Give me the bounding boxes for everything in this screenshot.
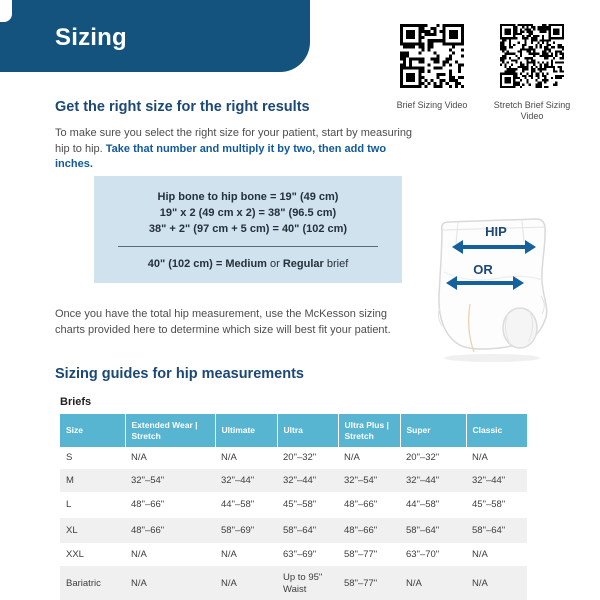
- header-corner-notch: [0, 0, 12, 22]
- table-caption: Briefs: [60, 396, 92, 408]
- hip-label: HIP: [485, 224, 507, 239]
- table-cell: 44"–58": [221, 499, 255, 510]
- column-header: Size: [60, 414, 125, 447]
- table-cell: N/A: [125, 566, 215, 600]
- table-cell: S: [66, 452, 73, 463]
- table-cell: M: [60, 469, 125, 492]
- table-cell: 63"–70": [406, 548, 440, 560]
- column-header: Extended Wear | Stretch: [125, 414, 215, 447]
- table-header: [60, 414, 527, 447]
- table-cell: 58"–77": [338, 566, 400, 600]
- table-cell: 58"–64": [277, 518, 338, 543]
- table-cell: N/A: [466, 566, 527, 600]
- table-cell: Bariatric: [60, 566, 125, 600]
- column-header: Ultra Plus | Stretch: [338, 414, 400, 447]
- intro-text: To make sure you select the right size for your patient, start by measuring hip to hip.: [55, 127, 413, 155]
- intro-paragraph: [55, 126, 427, 173]
- table-cell: 45"–58": [472, 499, 506, 510]
- table-cell: 58"–64": [466, 518, 527, 543]
- table-cell: N/A: [472, 548, 488, 560]
- table-cell: 63"–69": [283, 548, 317, 560]
- column-header: Classic: [466, 414, 527, 447]
- table-cell: 32"–44": [277, 469, 338, 492]
- table-cell: 45"–58": [283, 499, 317, 510]
- table-row: [60, 543, 527, 566]
- column-header: Super: [400, 414, 466, 447]
- table-row: [60, 566, 527, 600]
- qr-label: Brief Sizing Video: [396, 100, 468, 110]
- table-cell: 58"–64": [400, 518, 466, 543]
- calc-result: 40" (102 cm) = Medium or Regular brief: [147, 258, 349, 270]
- divider: [118, 246, 378, 247]
- qr-block-stretch-brief: [492, 24, 572, 122]
- qr-block-brief: [392, 24, 472, 111]
- sizing-table-container: [60, 414, 527, 600]
- briefs-sizing-table: [60, 414, 527, 600]
- table-cell: 32"–44": [466, 469, 527, 492]
- header-band: [0, 0, 310, 72]
- table-cell: 32"–54": [338, 469, 400, 492]
- or-measurement-arrow-icon: [456, 281, 514, 285]
- table-cell: 44"–58": [406, 499, 440, 510]
- table-cell: 58"–69": [215, 518, 277, 543]
- calc-line: 38" + 2" (97 cm + 5 cm) = 40" (102 cm): [148, 223, 348, 235]
- table-cell: 20"–32": [406, 452, 440, 463]
- table-cell: N/A: [221, 548, 237, 560]
- or-label: OR: [473, 262, 493, 277]
- table-cell: N/A: [131, 548, 147, 560]
- table-cell: 20"–32": [283, 452, 317, 463]
- qr-code-icon: [400, 24, 464, 88]
- qr-label: Stretch Brief Sizing Video: [493, 100, 571, 121]
- table-cell: 32"–44": [400, 469, 466, 492]
- table-row: [60, 469, 527, 492]
- table-cell: L: [66, 499, 72, 510]
- table-cell: N/A: [344, 452, 360, 463]
- section-heading: Sizing guides for hip measurements: [55, 366, 304, 382]
- column-header: Ultimate: [215, 414, 277, 447]
- calc-line: 19" x 2 (49 cm x 2) = 38" (96.5 cm): [159, 207, 337, 219]
- table-cell: XL: [60, 518, 125, 543]
- column-header: Ultra: [277, 414, 338, 447]
- table-cell: N/A: [472, 452, 488, 463]
- calculation-box: [94, 176, 402, 283]
- table-row: [60, 447, 527, 469]
- qr-code-icon: [500, 24, 564, 88]
- hip-measurement-arrow-icon: [462, 245, 526, 249]
- table-body: [60, 447, 527, 600]
- table-cell: 32"–54": [125, 469, 215, 492]
- table-row: [60, 518, 527, 543]
- table-cell: N/A: [131, 452, 147, 463]
- table-cell: 48"–66": [338, 518, 400, 543]
- section-heading: Get the right size for the right results: [55, 99, 310, 115]
- intro-text-emphasis: Take that number and multiply it by two, then add two inches.: [55, 142, 387, 170]
- table-row: [60, 492, 527, 518]
- calc-line: Hip bone to hip bone = 19" (49 cm): [157, 191, 339, 203]
- table-cell: 48"–66": [344, 499, 378, 510]
- table-cell: 32"–44": [215, 469, 277, 492]
- table-cell: 48"–66": [125, 518, 215, 543]
- table-cell: N/A: [215, 566, 277, 600]
- table-cell: 58"–77": [344, 548, 378, 560]
- page-title: Sizing: [55, 24, 127, 51]
- table-cell: XXL: [66, 548, 84, 560]
- after-paragraph: Once you have the total hip measurement, use the McKesson sizing charts provided here to determine which size will best fit your patient.: [55, 308, 391, 336]
- table-cell: Up to 95" Waist: [277, 566, 338, 600]
- table-cell: 48"–66": [131, 499, 165, 510]
- table-cell: N/A: [400, 566, 466, 600]
- table-cell: N/A: [221, 452, 237, 463]
